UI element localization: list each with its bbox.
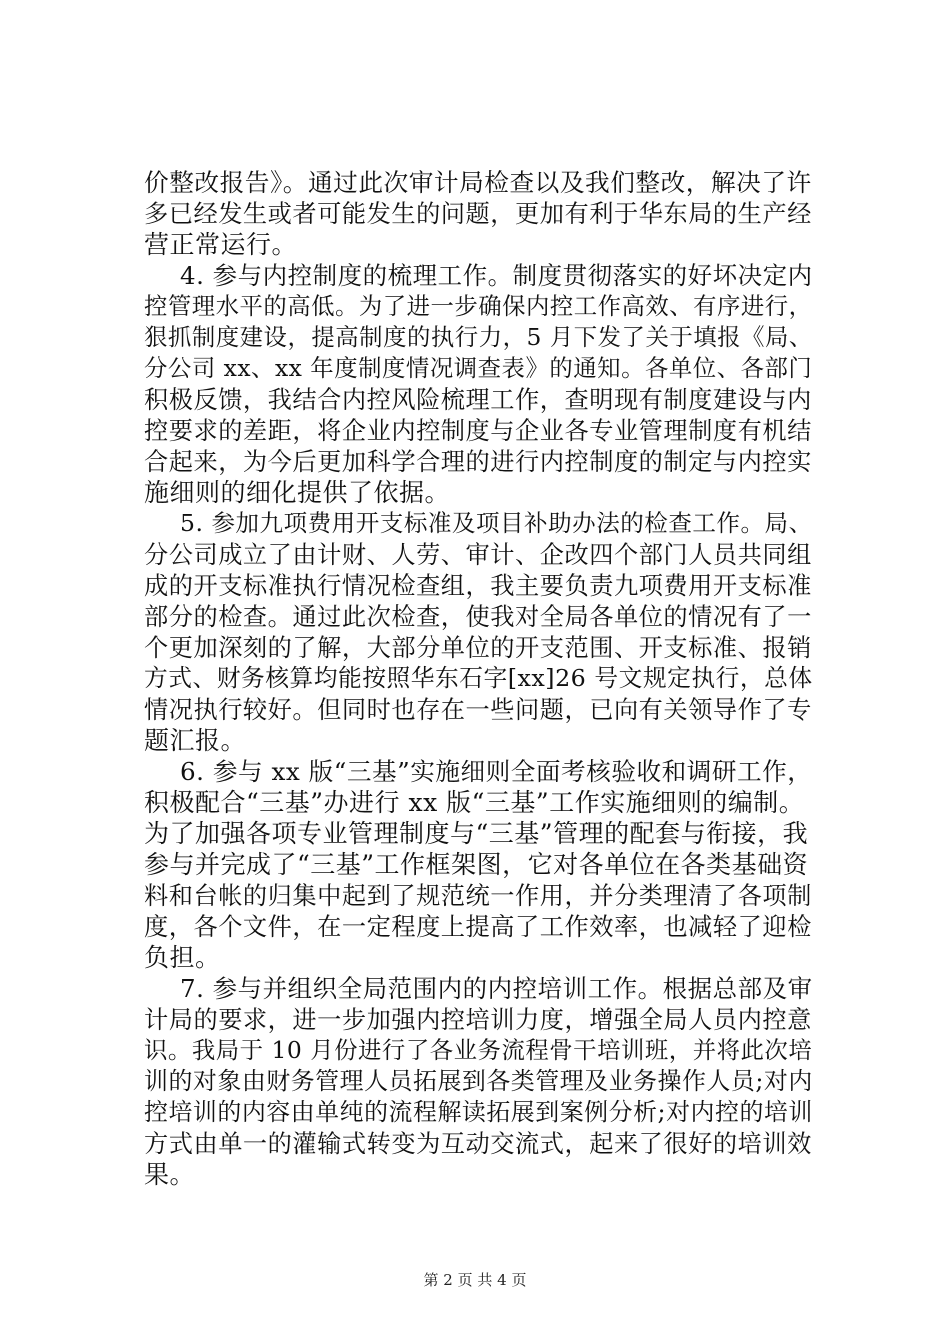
text-line: 4. 参与内控制度的梳理工作。制度贯彻落实的好坏决定内	[180, 261, 813, 290]
page-number-footer: 第 2 页 共 4 页	[423, 1271, 527, 1289]
text-line: 价整改报告》。通过此次审计局检查以及我们整改，解决了许	[144, 168, 812, 197]
text-line: 7. 参与并组织全局范围内的内控培训工作。根据总部及审	[180, 974, 813, 1003]
text-line: 合起来，为今后更加科学合理的进行内控制度的制定与内控实	[144, 447, 812, 476]
document-body	[144, 167, 812, 1190]
text-line: 参与并完成了“三基”工作框架图，它对各单位在各类基础资	[144, 850, 809, 879]
text-line: 负担。	[144, 943, 221, 972]
text-line: 方式由单一的灌输式转变为互动交流式，起来了很好的培训效	[144, 1129, 812, 1158]
text-line: 果。	[144, 1160, 196, 1189]
text-line: 计局的要求，进一步加强内控培训力度，增强全局人员内控意	[144, 1005, 812, 1034]
text-line: 积极反馈，我结合内控风险梳理工作，查明现有制度建设与内	[144, 385, 812, 414]
text-line: 营正常运行。	[144, 230, 298, 259]
text-line: 部分的检查。通过此次检查，使我对全局各单位的情况有了一	[144, 602, 812, 631]
text-line: 控管理水平的高低。为了进一步确保内控工作高效、有序进行，	[144, 292, 813, 320]
text-line: 识。我局于 10 月份进行了各业务流程骨干培训班，并将此次培	[144, 1036, 813, 1064]
text-line: 方式、财务核算均能按照华东石字[xx]26 号文规定执行，总体	[144, 664, 813, 692]
text-line: 积极配合“三基”办进行 xx 版“三基”工作实施细则的编制。	[144, 788, 805, 817]
text-line: 训的对象由财务管理人员拓展到各类管理及业务操作人员;对内	[144, 1067, 813, 1095]
text-line: 控培训的内容由单纯的流程解读拓展到案例分析;对内控的培训	[144, 1098, 813, 1126]
text-line: 度，各个文件，在一定程度上提高了工作效率，也减轻了迎检	[144, 912, 812, 941]
text-line: 分公司成立了由计财、人劳、审计、企改四个部门人员共同组	[144, 540, 812, 569]
text-line: 控要求的差距，将企业内控制度与企业各专业管理制度有机结	[144, 416, 812, 445]
text-line: 5. 参加九项费用开支标准及项目补助办法的检查工作。局、	[180, 509, 813, 537]
text-line: 狠抓制度建设，提高制度的执行力，5 月下发了关于填报《局、	[144, 323, 813, 351]
text-line: 个更加深刻的了解，大部分单位的开支范围、开支标准、报销	[144, 633, 812, 662]
text-line: 成的开支标准执行情况检查组，我主要负责九项费用开支标准	[144, 571, 812, 600]
text-line: 题汇报。	[144, 726, 247, 755]
text-line: 料和台帐的归集中起到了规范统一作用，并分类理清了各项制	[144, 881, 812, 910]
text-line: 情况执行较好。但同时也存在一些问题，已向有关领导作了专	[144, 695, 812, 724]
text-line: 施细则的细化提供了依据。	[144, 478, 451, 507]
text-line: 为了加强各项专业管理制度与“三基”管理的配套与衔接，我	[144, 819, 809, 848]
text-line: 6. 参与 xx 版“三基”实施细则全面考核验收和调研工作，	[180, 757, 813, 786]
text-line: 多已经发生或者可能发生的问题，更加有利于华东局的生产经	[144, 199, 812, 228]
text-line: 分公司 xx、xx 年度制度情况调查表》的通知。各单位、各部门	[144, 354, 813, 382]
